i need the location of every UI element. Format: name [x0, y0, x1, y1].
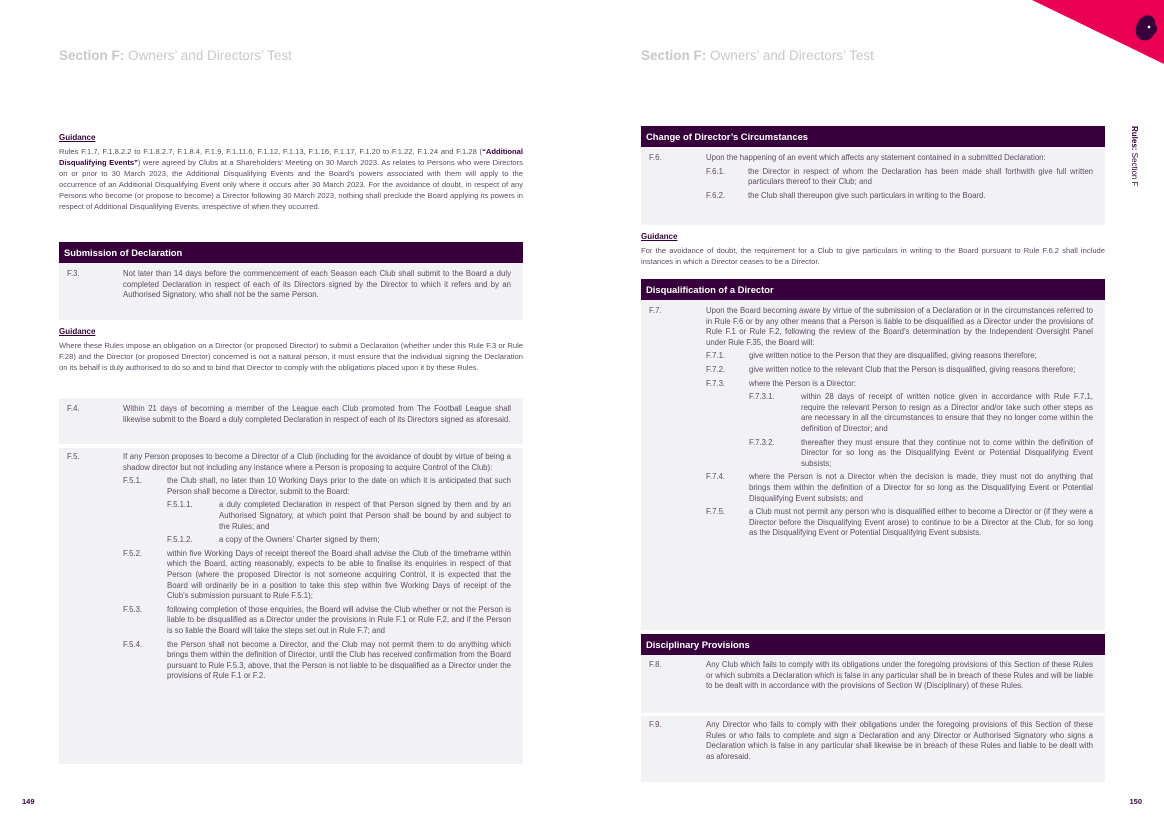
- guidance-heading: Guidance: [59, 133, 96, 142]
- rule-f3: F.3. Not later than 14 days before the commencement of each Season each Club shall submit to the Board a duly completed Declaration in respect of each of its Directors signed by the Director to which it refers and by an Authorised Signatory, who shall not be the same Person.: [59, 263, 523, 320]
- rule-f5-2: F.5.2. within five Working Days of receipt thereof the Board shall advise the Club of the timeframe within which the Board, acting reasonably, expects to be able to finalise its enquiries in respect of that Person (where the proposed Director is not someone acquiring Control, it is expected that the Board will ordinarily be in a position to take this step within five Working Days of receipt of the Club’s submission pursuant to Rule F.5.1);: [123, 548, 511, 601]
- rule-f7-3: F.7.3. where the Person is a Director:: [706, 378, 857, 388]
- page-number: 149: [22, 797, 35, 806]
- rule-f8: F.8. Any Club which fails to comply with its obligations under the foregoing provisions of this Section of these Rules or which submits a Declaration which is false in any particular shall be in breach of these Rules and will be liable to be dealt with in accordance with the provisions of Section W (Disciplinary) of these Rules.: [641, 655, 1105, 713]
- rule-f4: F.4. Within 21 days of becoming a member of the League each Club promoted from The Football League shall likewise submit to the Board a duly completed Declaration in respect of each of its Directors signed as aforesaid.: [59, 398, 523, 444]
- guidance-heading: Guidance: [641, 232, 678, 241]
- rule-f7: F.7. Upon the Board becoming aware by virtue of the submission of a Declaration or in the circumstances referred to in Rule F.6 or by any other means that a Person is liable to be disqualified as a Director under the provisions of Rule F.1 or Rule F.2, following the review of the Board’s determination by the Independent Oversight Panel under Rule F.35, the Board will: F.7.1. give written notice to the Person that they are disqualified, giving reasons therefore; F.7.2. give written notice to the relevant Club that the Person is disqualified, giving reasons therefore; F.7.3. where the Person is a Director: F.7.3.1. within 28 days of receipt of written notice given in accordance with Rule F.7.1, require the relevant Person to resign as a Director and/or take such other steps as are necessary in all the circumstances to ensure that they no longer come within the definition of Director; and F.7.3.2. thereafter they must ensure that they continue not to come within the definition of Director for so long as the Disqualifying Event or Potential Disqualifying Event subsists; F.7.4. where the Person is not a Director when the decision is made, they must not do anything that brings them within the definition of a Director for so long as the Disqualifying Event or Potential Disqualifying Event subsists; and F.7.5. a Club must not permit any person who is disqualified either to become a Director or (if they were a Director before the Disqualifying Event arose) to continue to be a Director at the Club, for so long as the Disqualifying Event or Potential Disqualifying Event subsists.: [641, 300, 1105, 630]
- page-header-title: Section F: Owners’ and Directors’ Test: [59, 48, 292, 63]
- rule-f5-3: F.5.3. following completion of those enquiries, the Board will advise the Club whether or not the Person is liable to be disqualified as a Director under the provisions in Rule F.1 or Rule F.2, and if the Person is so liable the Board will take the steps set out in Rule F.7; and: [123, 604, 511, 635]
- side-section-label: Rules: Section F: [1130, 126, 1139, 187]
- rule-f5-1-1: F.5.1.1. a duly completed Declaration in respect of that Person signed by them and by an Authorised Signatory, at which point that Person shall be bound by and subject to the Rules; and: [167, 500, 511, 531]
- corner-brand-shape: [1014, 0, 1164, 64]
- guidance-block-1: [59, 133, 523, 212]
- rule-f5-1-2: F.5.1.2. a copy of the Owners’ Charter signed by them;: [167, 535, 380, 545]
- rule-f7-3-2: F.7.3.2. thereafter they must ensure that they continue not to come within the definition of Director for so long as the Disqualifying Event or Potential Disqualifying Event subsists;: [749, 437, 1093, 468]
- guidance-text: Where these Rules impose an obligation on a Director (or proposed Director) to submit a Declaration (whether under this Rule F.3 or Rule F.28) and the Director (or proposed Director) concerned is not a natural person, it must ensure that the individual signing the Declaration on its behalf is duly authorised to do so and to bind that Director to comply with the obligations placed upon it by these Rules.: [59, 341, 523, 372]
- rule-f7-1: F.7.1. give written notice to the Person that they are disqualified, giving reasons therefore;: [706, 351, 1037, 361]
- rule-f7-2: F.7.2. give written notice to the relevant Club that the Person is disqualified, giving reasons therefore;: [706, 364, 1076, 374]
- section-bar-disciplinary: Disciplinary Provisions: [641, 634, 1105, 655]
- rule-f5-4: F.5.4. the Person shall not become a Director, and the Club may not permit them to do anything which brings them within the definition of Director, until the Club has received confirmation from the Board pursuant to Rule F.5.3, above, that the Person is not liable to be disqualified as a Director under the provisions of Rule F.1 or F.2.: [123, 639, 511, 681]
- section-bar-disqualification: Disqualification of a Director: [641, 279, 1105, 300]
- page-number: 150: [1129, 797, 1142, 806]
- section-bar-submission-of-declaration: Submission of Declaration: [59, 242, 523, 263]
- rule-f6: F.6. Upon the happening of an event which affects any statement contained in a submitted Declaration: F.6.1. the Director in respect of whom the Declaration has been made shall forthwith give full written particulars thereof to their Club; and F.6.2. the Club shall thereupon give such particulars in writing to the Board.: [641, 147, 1105, 225]
- rule-f9: F.9. Any Director who fails to comply with their obligations under the foregoing provisions of this Section of these Rules or who fails to complete and sign a Declaration and any Director or Authorised Signatory who signs a Declaration which is false in any particular shall likewise be in breach of these Rules and liable to be dealt with as aforesaid.: [641, 716, 1105, 782]
- rule-f5-1: F.5.1. the Club shall, no later than 10 Working Days prior to the date on which it is anticipated that such Person shall become a Director, submit to the Board:: [123, 476, 511, 496]
- rule-f6-2: F.6.2. the Club shall thereupon give such particulars in writing to the Board.: [706, 190, 986, 200]
- guidance-text: Rules F.1.7, F.1.8.2.2 to F.1.8.2.7, F.1.8.4, F.1.9, F.1.11.6, F.1.12, F.1.13, F.1.16, F.1.17, F.1.20 to F.1.22, F.1.24 and F.1.28 (“Additional Disqualifying Events”) were agreed by Clubs at a Shareholders’ Meeting on 30 March 2023. As relates to Persons who were Directors on or prior to 30 March 2023, the Additional Disqualifying Events and the Board’s powers associated with them will apply to the occurrence of an Additional Disqualifying Event only where it occurs after 30 March 2023. For the avoidance of doubt, in respect of any Persons who become (or propose to become) a Director following 30 March 2023, nothing shall preclude the Board applying its powers in respect of Additional Disqualifying Events, irrespective of when they occurred.: [59, 147, 523, 211]
- section-bar-change-of-circumstances: Change of Director’s Circumstances: [641, 126, 1105, 147]
- guidance-block-3: [641, 232, 1105, 267]
- right-page: [582, 0, 1164, 826]
- rule-f5: F.5. If any Person proposes to become a Director of a Club (including for the avoidance of doubt by virtue of being a shadow director but not including any instance where a Person is proposing to acquire Control of the Club): F.5.1. the Club shall, no later than 10 Working Days prior to the date on which it is anticipated that such Person shall become a Director, submit to the Board: F.5.1.1. a duly completed Declaration in respect of that Person signed by them and by an Authorised Signatory, at which point that Person shall be bound by and subject to the Rules; and F.5.1.2. a copy of the Owners’ Charter signed by them; F.5.2. within five Working Days of receipt thereof the Board shall advise the Club of the timeframe within which the Board, acting reasonably, expects to be able to finalise its enquiries in respect of that Person (where the proposed Director is not someone acquiring Control, it is expected that the Board will ordinarily be in a position to take this step within five Working Days of receipt of the Club’s submission pursuant to Rule F.5.1); F.5.3. following completion of those enquiries, the Board will advise the Club whether or not the Person is liable to be disqualified as a Director under the provisions in Rule F.1 or Rule F.2, and if the Person is so liable the Board will take the steps set out in Rule F.7; and F.5.4. the Person shall not become a Director, and the Club may not permit them to do anything which brings them within the definition of Director, until the Club has received confirmation from the Board pursuant to Rule F.5.3, above, that the Person is not liable to be disqualified as a Director under the provisions of Rule F.1 or F.2.: [59, 448, 523, 764]
- rule-f6-1: F.6.1. the Director in respect of whom the Declaration has been made shall forthwith give full written particulars thereof to their Club; and: [706, 166, 1093, 187]
- rule-f7-4: F.7.4. where the Person is not a Director when the decision is made, they must not do anything that brings them within the definition of a Director for so long as the Disqualifying Event or Potential Disqualifying Event subsists; and: [706, 472, 1093, 503]
- page-header-title: Section F: Owners’ and Directors’ Test: [641, 48, 874, 63]
- rule-f7-5: F.7.5. a Club must not permit any person who is disqualified either to become a Director or (if they were a Director before the Disqualifying Event arose) to continue to be a Director at the Club, for so long as the Disqualifying Event or Potential Disqualifying Event subsists.: [706, 507, 1093, 538]
- guidance-text: For the avoidance of doubt, the requirement for a Club to give particulars in writing to the Board pursuant to Rule F.6.2 shall include instances in which a Director ceases to be a Director.: [641, 246, 1105, 266]
- guidance-block-2: [59, 327, 523, 373]
- rule-f7-3-1: F.7.3.1. within 28 days of receipt of written notice given in accordance with Rule F.7.1, require the relevant Person to resign as a Director and/or take such other steps as are necessary in all the circumstances to ensure that they no longer come within the definition of Director; and: [749, 392, 1093, 433]
- guidance-heading: Guidance: [59, 327, 96, 336]
